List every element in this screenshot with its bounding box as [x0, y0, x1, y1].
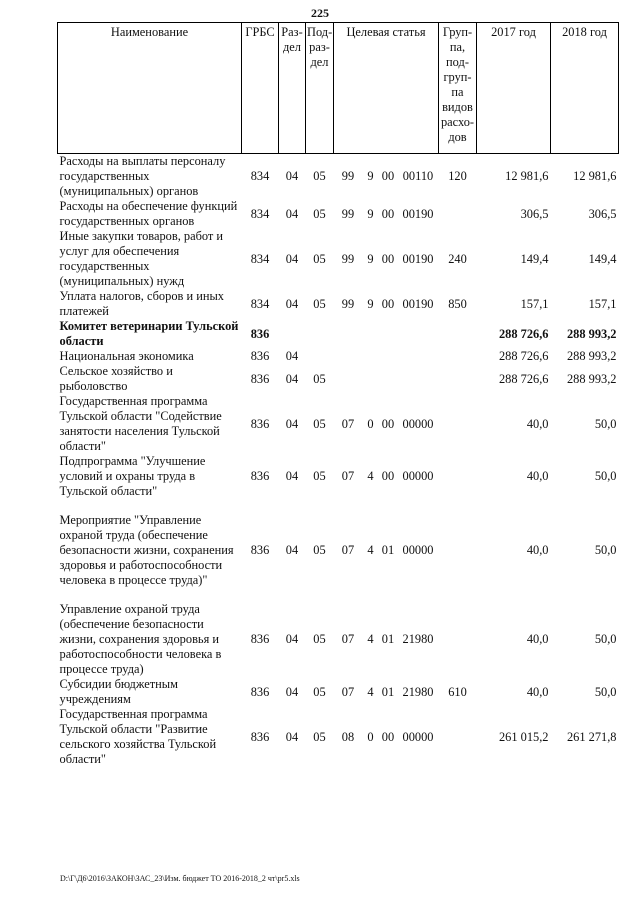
row-target-direction: 00000 [402, 416, 434, 431]
row-target-program: 07 [341, 543, 355, 557]
header-razdel: Раз- дел [279, 23, 306, 154]
row-razdel: 04 [285, 251, 299, 266]
row-target-direction: 00190 [402, 251, 434, 266]
row-expense-group [439, 499, 477, 588]
row-razdel: 04 [285, 729, 299, 744]
row-target-program: 07 [341, 684, 355, 699]
row-amount-2018: 50,0 [594, 416, 617, 431]
budget-table [57, 22, 619, 767]
table-body [58, 154, 619, 768]
row-expense-group: 240 [448, 251, 467, 266]
row-grbs: 836 [250, 543, 270, 557]
row-target-direction: 00000 [402, 469, 434, 483]
row-expense-group: 610 [448, 684, 467, 699]
row-amount-2018: 50,0 [594, 684, 617, 699]
header-grbs: ГРБС [242, 23, 279, 154]
row-podrazdel [306, 349, 334, 364]
row-razdel: 04 [285, 206, 299, 221]
row-amount-2018: 12 981,6 [573, 169, 617, 183]
row-grbs: 836 [250, 371, 270, 386]
table-row [58, 499, 619, 588]
row-target-activity: 00 [381, 469, 395, 483]
row-amount-2018: 288 993,2 [566, 326, 617, 341]
row-name: Государственная программа Тульской области "Развитие сельского хозяйства Тульской области" [59, 707, 217, 766]
row-podrazdel: 05 [313, 206, 326, 221]
row-grbs: 836 [250, 416, 270, 431]
row-amount-2018: 288 993,2 [566, 371, 617, 386]
row-name: Расходы на обеспечение функций государственных органов [59, 199, 238, 228]
row-razdel: 04 [285, 296, 299, 311]
row-target-activity [379, 349, 398, 364]
row-target-program: 99 [341, 251, 355, 266]
row-amount-2017: 40,0 [526, 632, 549, 646]
row-target-subprogram [363, 364, 379, 394]
row-name: Подпрограмма "Улучшение условий и охраны труда в Тульской области" [59, 454, 206, 498]
row-podrazdel: 05 [313, 684, 326, 699]
row-target-subprogram: 4 [367, 684, 374, 699]
row-target-direction: 00110 [402, 169, 434, 183]
file-path-footer: D:\Г\Д6\2016\ЗАКОН\ЗАС_23\Изм. бюджет ТО 2016-2018_2 чт\pr5.xls [60, 874, 300, 883]
row-razdel: 04 [285, 543, 299, 557]
table-row [58, 394, 619, 454]
row-amount-2018: 149,4 [588, 251, 617, 266]
row-amount-2017: 288 726,6 [498, 349, 549, 363]
row-target-direction: 21980 [402, 632, 434, 646]
row-amount-2017: 40,0 [526, 684, 549, 699]
row-name: Расходы на выплаты персоналу государственных (муниципальных) органов [59, 154, 226, 198]
row-grbs: 836 [250, 469, 270, 483]
row-target-direction: 00000 [402, 543, 434, 557]
row-name: Управление охраной труда (обеспечение безопасности жизни, сохранения здоровья и работоспособности человека в процессе труда) [59, 602, 222, 676]
row-amount-2018: 306,5 [588, 206, 617, 221]
row-amount-2017: 288 726,6 [498, 326, 549, 341]
row-target-program [334, 364, 363, 394]
row-grbs: 834 [250, 169, 270, 183]
row-target-program: 08 [341, 729, 355, 744]
row-target-subprogram: 0 [367, 729, 374, 744]
row-target-activity: 01 [381, 543, 395, 557]
row-expense-group [439, 454, 477, 499]
row-target-activity: 01 [381, 684, 395, 699]
row-name: Сельское хозяйство и рыболовство [59, 364, 173, 393]
table-row [58, 199, 619, 229]
table-row [58, 319, 619, 349]
row-podrazdel: 05 [313, 169, 326, 183]
row-razdel [279, 319, 306, 349]
table-row [58, 349, 619, 364]
row-target-program: 07 [341, 632, 355, 646]
row-target-direction [398, 364, 439, 394]
row-grbs: 836 [250, 729, 270, 744]
row-grbs: 836 [250, 632, 270, 646]
row-target-subprogram: 9 [367, 169, 374, 183]
row-target-activity: 00 [381, 251, 395, 266]
row-name: Уплата налогов, сборов и иных платежей [59, 289, 224, 318]
row-expense-group [439, 588, 477, 677]
row-razdel: 04 [285, 349, 299, 363]
row-amount-2017: 40,0 [526, 543, 549, 557]
header-name: Наименование [58, 23, 242, 154]
row-target-program: 99 [341, 296, 355, 311]
row-name: Национальная экономика [59, 349, 194, 363]
header-year-2018: 2018 год [551, 23, 619, 154]
row-target-direction [398, 349, 439, 364]
row-target-subprogram [363, 319, 379, 349]
row-amount-2017: 288 726,6 [498, 371, 549, 386]
row-razdel: 04 [285, 416, 299, 431]
row-podrazdel: 05 [313, 251, 326, 266]
table-row [58, 588, 619, 677]
row-target-activity [379, 319, 398, 349]
page-number: 225 [311, 6, 329, 20]
row-grbs: 836 [250, 326, 270, 341]
row-razdel: 04 [285, 684, 299, 699]
row-target-program: 07 [341, 416, 355, 431]
row-amount-2018: 261 271,8 [566, 729, 617, 744]
table-header [58, 23, 619, 154]
row-target-subprogram: 9 [367, 206, 374, 221]
header-expense-group: Груп- па, под- груп- па видов расхо- дов [439, 23, 477, 154]
row-podrazdel: 05 [313, 371, 326, 386]
row-amount-2018: 50,0 [594, 632, 617, 646]
row-expense-group: 120 [448, 169, 467, 183]
row-target-direction: 00000 [402, 729, 434, 744]
row-name: Мероприятие "Управление охраной труда (обеспечение безопасности жизни, сохранения здоровья и работоспособности человека в процессе труда)" [59, 513, 234, 587]
row-amount-2017: 306,5 [520, 206, 549, 221]
row-podrazdel [306, 319, 334, 349]
row-target-activity: 00 [381, 729, 395, 744]
row-grbs: 836 [250, 349, 270, 363]
row-grbs: 834 [250, 251, 270, 266]
row-target-activity: 01 [381, 632, 395, 646]
row-name: Комитет ветеринарии Тульской области [59, 319, 239, 348]
table-row [58, 289, 619, 319]
header-target-article: Целевая статья [334, 23, 439, 154]
row-target-program: 99 [341, 169, 355, 183]
row-name: Государственная программа Тульской области "Содействие занятости населения Тульской области" [59, 394, 222, 453]
row-amount-2017: 261 015,2 [498, 729, 549, 744]
header-year-2017: 2017 год [477, 23, 551, 154]
row-target-program [334, 349, 363, 364]
row-amount-2018: 288 993,2 [566, 349, 617, 363]
row-expense-group [439, 199, 477, 229]
row-target-subprogram [363, 349, 379, 364]
row-grbs: 834 [250, 296, 270, 311]
table-row [58, 677, 619, 707]
row-target-program: 99 [341, 206, 355, 221]
row-amount-2018: 50,0 [594, 469, 617, 483]
row-podrazdel: 05 [313, 543, 326, 557]
row-target-direction: 00190 [402, 206, 434, 221]
row-expense-group [439, 319, 477, 349]
row-target-activity: 00 [381, 296, 395, 311]
row-podrazdel: 05 [313, 729, 326, 744]
row-podrazdel: 05 [313, 469, 326, 483]
row-amount-2017: 149,4 [520, 251, 549, 266]
row-target-activity: 00 [381, 169, 395, 183]
row-amount-2017: 40,0 [526, 416, 549, 431]
row-podrazdel: 05 [313, 416, 326, 431]
row-target-subprogram: 9 [367, 296, 374, 311]
row-expense-group [439, 394, 477, 454]
row-target-program: 07 [341, 469, 355, 483]
row-target-subprogram: 4 [367, 469, 374, 483]
row-razdel: 04 [285, 469, 299, 483]
row-amount-2017: 40,0 [526, 469, 549, 483]
row-target-activity [379, 364, 398, 394]
row-target-program [334, 319, 363, 349]
row-grbs: 836 [250, 684, 270, 699]
row-podrazdel: 05 [313, 632, 326, 646]
row-amount-2018: 50,0 [594, 543, 617, 557]
row-podrazdel: 05 [313, 296, 326, 311]
row-target-direction: 00190 [402, 296, 434, 311]
header-podrazdel: Под- раз- дел [306, 23, 334, 154]
table-row [58, 707, 619, 767]
row-target-direction: 21980 [402, 684, 434, 699]
table-row [58, 229, 619, 289]
row-name: Субсидии бюджетным учреждениям [59, 677, 178, 706]
row-target-subprogram: 9 [367, 251, 374, 266]
row-target-activity: 00 [381, 416, 395, 431]
row-amount-2018: 157,1 [588, 296, 617, 311]
row-amount-2017: 157,1 [520, 296, 549, 311]
row-target-subprogram: 0 [367, 416, 374, 431]
row-razdel: 04 [285, 632, 299, 646]
row-expense-group [439, 707, 477, 767]
row-target-direction [398, 319, 439, 349]
row-razdel: 04 [285, 371, 299, 386]
table-row [58, 154, 619, 200]
row-target-activity: 00 [381, 206, 395, 221]
row-expense-group [439, 349, 477, 364]
row-razdel: 04 [285, 169, 299, 183]
row-target-subprogram: 4 [367, 543, 374, 557]
row-name: Иные закупки товаров, работ и услуг для обеспечения государственных (муниципальных) нужд [59, 229, 224, 288]
row-amount-2017: 12 981,6 [505, 169, 549, 183]
row-expense-group [439, 364, 477, 394]
table-row [58, 454, 619, 499]
row-target-subprogram: 4 [367, 632, 374, 646]
table-row [58, 364, 619, 394]
row-grbs: 834 [250, 206, 270, 221]
row-expense-group: 850 [448, 296, 467, 311]
